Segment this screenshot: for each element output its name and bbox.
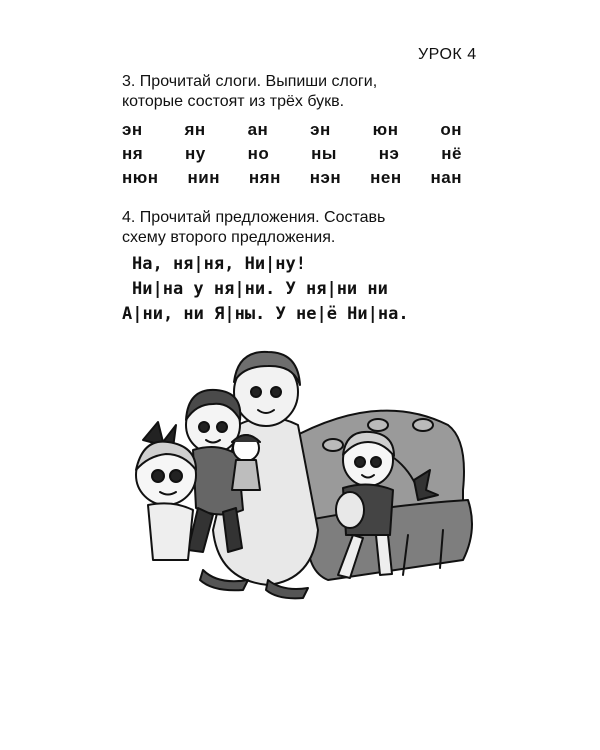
- syllable: нэ: [378, 144, 400, 163]
- syllable: нан: [430, 168, 462, 187]
- reading-sentences: [122, 252, 409, 327]
- task-3-line-1: 3. Прочитай слоги. Выпиши слоги,: [122, 73, 378, 90]
- sentence-line-3: А|ни, ни Я|ны. У не|ё Ни|на.: [122, 304, 409, 324]
- syllable: ну: [185, 144, 206, 163]
- syllable-row-3: [122, 168, 462, 192]
- syllable: нюн: [122, 168, 159, 187]
- task-3-line-2: которые состоят из трёх букв.: [122, 93, 345, 110]
- syllable-row-1: [122, 120, 462, 144]
- syllable: эн: [310, 120, 331, 139]
- syllable: нин: [187, 168, 220, 187]
- syllable-grid: [122, 120, 462, 192]
- sentence-line-1: На, ня|ня, Ни|ну!: [132, 254, 306, 274]
- task-3-instruction: [122, 72, 377, 112]
- syllable-row-2: [122, 144, 462, 168]
- syllable: ан: [247, 120, 269, 139]
- syllable: нян: [248, 168, 281, 187]
- syllable: но: [247, 144, 270, 163]
- task-4-line-2: схему второго предложения.: [122, 229, 336, 246]
- task-4-instruction: [122, 208, 385, 248]
- syllable: нё: [441, 144, 462, 163]
- girl-with-bow-figure: [136, 422, 196, 560]
- doll-figure: [232, 435, 260, 490]
- syllable: ня: [122, 144, 144, 163]
- syllable: юн: [372, 120, 399, 139]
- syllable: ян: [184, 120, 206, 139]
- syllable: он: [440, 120, 462, 139]
- family-sofa-illustration: [118, 330, 490, 620]
- sentence-line-2: Ни|на у ня|ни. У ня|ни ни: [132, 279, 388, 299]
- syllable: ны: [311, 144, 337, 163]
- lesson-header: УРОК 4: [418, 46, 477, 63]
- syllable: нэн: [309, 168, 342, 187]
- task-4-line-1: 4. Прочитай предложения. Составь: [122, 209, 386, 226]
- syllable: нен: [370, 168, 402, 187]
- syllable: эн: [122, 120, 143, 139]
